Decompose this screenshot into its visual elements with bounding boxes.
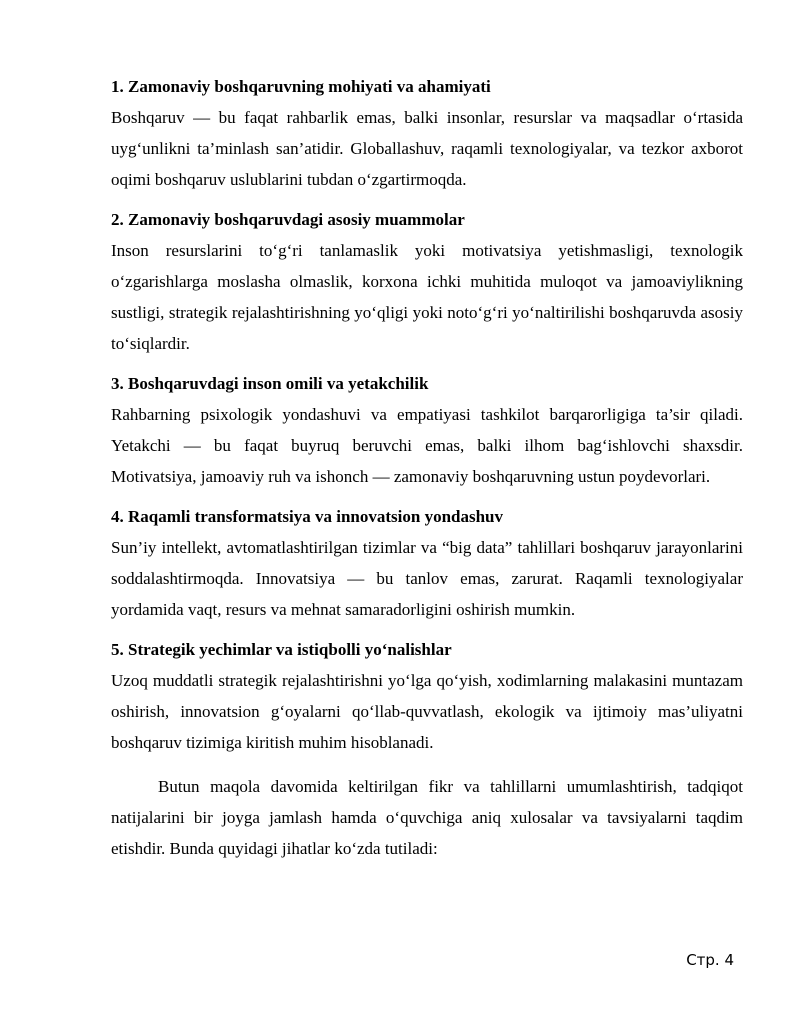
section-1 [111,71,743,195]
document-body [111,71,743,864]
section-heading: 2. Zamonaviy boshqaruvdagi asosiy muammolar [111,210,465,229]
section-paragraph: Uzoq muddatli strategik rejalashtirishni yo‘lga qo‘yish, xodimlarning malakasini muntazam oshirish, innovatsion g‘oyalarni qo‘llab-quvvatlash, ekologik va ijtimoiy mas’uliyatni boshqaruv tizimiga kiritish muhim hisoblanadi. [111,671,743,752]
section-5 [111,634,743,758]
section-paragraph: Inson resurslarini to‘g‘ri tanlamaslik yoki motivatsiya yetishmasligi, texnologik o‘zgarishlarga moslasha olmaslik, korxona ichki muhitida muloqot va jamoaviylikning sustligi, strategik rejalashtirishning yo‘qligi yoki noto‘g‘ri yo‘naltirilishi boshqaruvda asosiy to‘siqlardir. [111,241,743,353]
conclusion-paragraph: Butun maqola davomida keltirilgan fikr va tahlillarni umumlashtirish, tadqiqot natijalarini bir joyga jamlash hamda o‘quvchiga aniq xulosalar va tavsiyalarni taqdim etishdir. Bunda quyidagi jihatlar ko‘zda tutiladi: [111,777,743,858]
page-number: Стр. 4 [686,951,734,969]
section-2 [111,204,743,359]
section-heading: 1. Zamonaviy boshqaruvning mohiyati va ahamiyati [111,77,491,96]
section-paragraph: Boshqaruv — bu faqat rahbarlik emas, balki insonlar, resurslar va maqsadlar o‘rtasida uyg‘unlikni ta’minlash san’atidir. Globallashuv, raqamli texnologiyalar, va tezkor axborot oqimi boshqaruv uslublarini tubdan o‘zgartirmoqda. [111,108,743,189]
section-paragraph: Sun’iy intellekt, avtomatlashtirilgan tizimlar va “big data” tahlillari boshqaruv jarayonlarini soddalashtirmoqda. Innovatsiya — bu tanlov emas, zarurat. Raqamli texnologiyalar yordamida vaqt, resurs va mehnat samaradorligini oshirish mumkin. [111,538,743,619]
section-4 [111,501,743,625]
section-heading: 3. Boshqaruvdagi inson omili va yetakchilik [111,374,429,393]
section-3 [111,368,743,492]
section-paragraph: Rahbarning psixologik yondashuvi va empatiyasi tashkilot barqarorligiga ta’sir qiladi. Yetakchi — bu faqat buyruq beruvchi emas, balki ilhom bag‘ishlovchi shaxsdir. Motivatsiya, jamoaviy ruh va ishonch — zamonaviy boshqaruvning ustun poydevorlari. [111,405,743,486]
section-heading: 5. Strategik yechimlar va istiqbolli yo‘nalishlar [111,640,452,659]
section-heading: 4. Raqamli transformatsiya va innovatsion yondashuv [111,507,504,526]
